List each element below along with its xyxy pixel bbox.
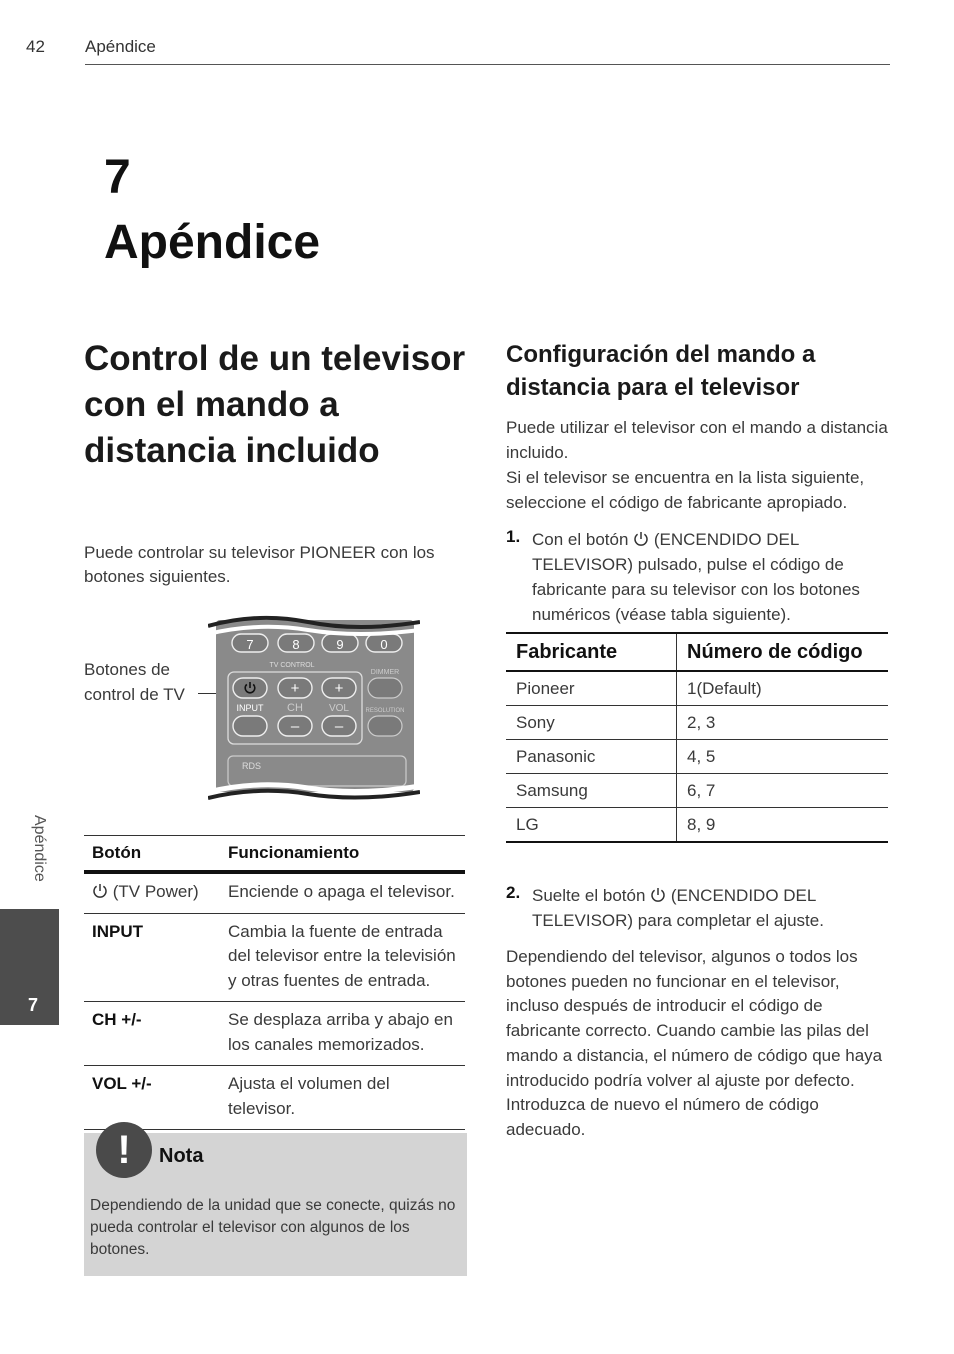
resolution-key <box>368 716 402 736</box>
input-key <box>233 716 267 736</box>
maker-cell: Sony <box>506 706 677 740</box>
vol-label: VOL <box>328 703 350 714</box>
button-function-table <box>84 835 465 1130</box>
intro-paragraph: Puede controlar su televisor PIONEER con los botones siguientes. <box>84 543 435 586</box>
resolution-label: RESOLUTION <box>365 708 405 714</box>
maker-cell: Samsung <box>506 774 677 808</box>
code-cell: 4, 5 <box>677 740 889 774</box>
button-name: CH +/- <box>84 1002 220 1066</box>
page-number: 42 <box>26 37 45 56</box>
button-name: (TV Power) <box>112 882 199 901</box>
button-description: Enciende o apaga el televisor. <box>220 872 465 913</box>
button-description: Ajusta el volumen del televisor. <box>220 1066 465 1130</box>
step-number: 2. <box>506 883 521 902</box>
exclamation-icon: ! <box>96 1122 152 1178</box>
code-cell: 2, 3 <box>677 706 889 740</box>
note-text: Dependiendo de la unidad que se conecte, quizás no pueda controlar el televisor con algunos de los botones. <box>90 1197 456 1258</box>
code-cell: 6, 7 <box>677 774 889 808</box>
power-icon <box>633 531 649 547</box>
key-0: 0 <box>380 637 388 652</box>
header-rule <box>85 64 890 65</box>
chapter-number: 7 <box>104 151 131 204</box>
col-header-button: Botón <box>84 836 220 873</box>
side-tab-label: Apéndice <box>31 815 48 882</box>
key-9: 9 <box>336 637 344 652</box>
rds-label: RDS <box>242 761 262 771</box>
maker-cell: Panasonic <box>506 740 677 774</box>
subsection-title: Configuración del mando a distancia para el televisor <box>506 341 816 401</box>
button-description: Cambia la fuente de entrada del televisor entre la televisión y otras fuentes de entrada. <box>220 913 465 1002</box>
note-title: Nota <box>159 1145 204 1167</box>
svg-text:+: + <box>290 680 300 697</box>
key-8: 8 <box>292 637 300 652</box>
table-row <box>506 808 888 843</box>
maker-cell: Pioneer <box>506 671 677 706</box>
final-paragraph: Dependiendo del televisor, algunos o todos los botones pueden no funcionar en el televisor, incluso después de introducir el código de fabricante correcto. Cuando cambie las pilas del mando a distancia, el número de código que haya introducido podría volver al ajuste por defecto. Introduzca de nuevo el número de código adecuado. <box>506 947 883 1139</box>
config-paragraph-2: Si el televisor se encuentra en la lista siguiente, seleccione el código de fabricante apropiado. <box>506 468 865 512</box>
table-row <box>506 706 888 740</box>
table-row <box>84 913 465 1002</box>
svg-text:–: – <box>334 718 344 735</box>
manufacturer-code-table <box>506 632 888 843</box>
table-row <box>506 774 888 808</box>
power-icon <box>650 887 666 903</box>
table-row <box>506 740 888 774</box>
remote-callout-label: Botones de control de TV <box>84 660 185 704</box>
table-row <box>84 872 465 913</box>
input-label: INPUT <box>236 703 264 713</box>
step-text: Suelte el botón (ENCENDIDO DEL TELEVISOR) para completar el ajuste. <box>532 886 824 930</box>
table-row <box>84 1002 465 1066</box>
svg-text:+: + <box>334 680 344 697</box>
config-paragraph-1: Puede utilizar el televisor con el mando a distancia incluido. <box>506 418 888 462</box>
button-description: Se desplaza arriba y abajo en los canales memorizados. <box>220 1002 465 1066</box>
key-7: 7 <box>246 637 254 652</box>
power-icon <box>92 883 108 899</box>
button-name: VOL +/- <box>84 1066 220 1130</box>
running-header: Apéndice <box>85 37 156 56</box>
col-header-code: Número de código <box>677 633 889 671</box>
ch-label: CH <box>287 702 303 714</box>
dimmer-key <box>368 678 402 698</box>
table-row <box>506 671 888 706</box>
code-cell: 8, 9 <box>677 808 889 843</box>
dimmer-label: DIMMER <box>370 669 400 676</box>
col-header-function: Funcionamiento <box>220 836 465 873</box>
chapter-title: Apéndice <box>104 216 321 269</box>
remote-control-illustration <box>208 612 420 802</box>
col-header-maker: Fabricante <box>506 633 677 671</box>
button-name: INPUT <box>84 913 220 1002</box>
step-number: 1. <box>506 527 521 546</box>
table-row <box>84 1066 465 1130</box>
svg-text:–: – <box>290 718 300 735</box>
tv-control-label: TV CONTROL <box>269 662 315 669</box>
section-title: Control de un televisor con el mando a distancia incluido <box>84 339 466 470</box>
code-cell: 1(Default) <box>677 671 889 706</box>
step-text: Con el botón (ENCENDIDO DEL TELEVISOR) pulsado, pulse el código de fabricante para su televisor con los botones numéricos (véase tabla siguiente). <box>532 530 860 624</box>
maker-cell: LG <box>506 808 677 843</box>
side-tab-number: 7 <box>28 995 39 1015</box>
